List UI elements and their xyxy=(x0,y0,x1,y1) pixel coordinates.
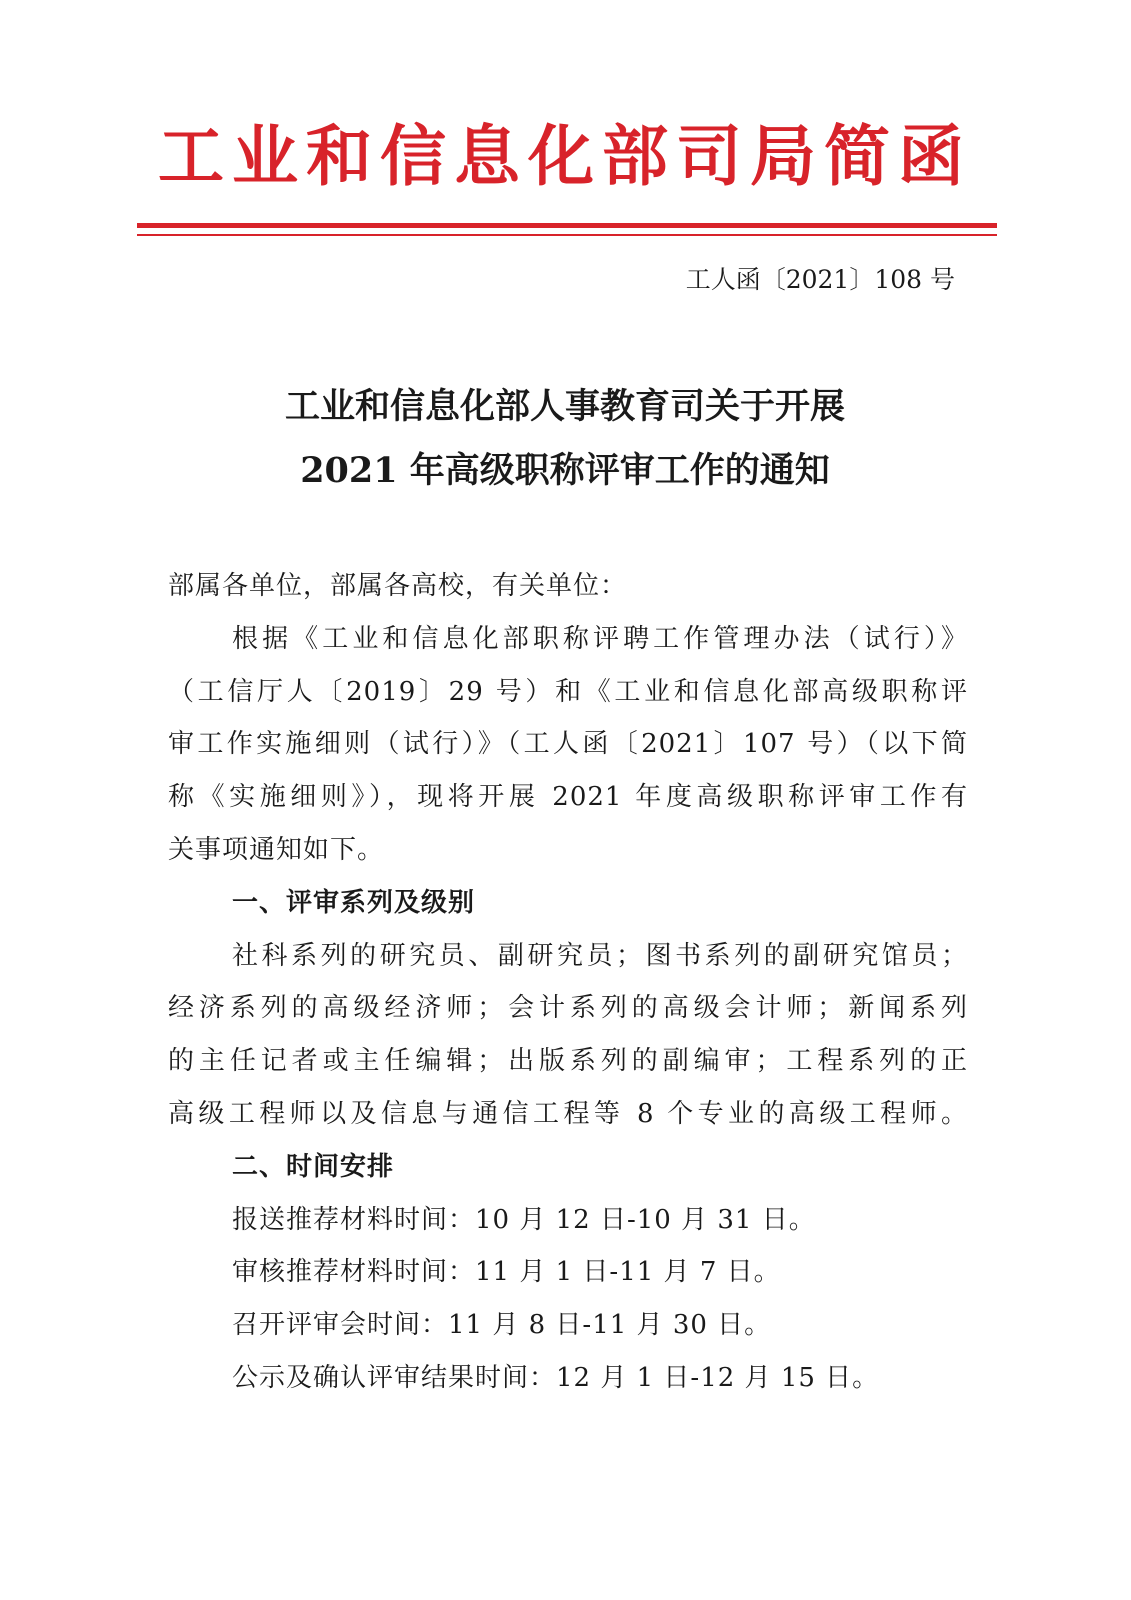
section-1-line: 高级工程师以及信息与通信工程等 8 个专业的高级工程师。 xyxy=(168,1098,968,1129)
intro-line: 根据《工业和信息化部职称评聘工作管理办法（试行）》 xyxy=(232,623,968,654)
intro-line: 称《实施细则》），现将开展 2021 年度高级职称评审工作有 xyxy=(168,782,968,813)
section-1-line: 社科系列的研究员、副研究员；图书系列的副研究馆员； xyxy=(232,940,968,971)
section-1-heading: 一、评审系列及级别 xyxy=(232,887,476,918)
section-1-line: 的主任记者或主任编辑；出版系列的副编审；工程系列的正 xyxy=(168,1046,968,1077)
schedule-item: 召开评审会时间：11 月 8 日-11 月 30 日。 xyxy=(232,1310,772,1341)
intro-paragraph xyxy=(168,613,968,877)
section-2-heading: 二、时间安排 xyxy=(232,1151,395,1182)
letterhead-rule-thin xyxy=(137,234,997,236)
intro-line: 关事项通知如下。 xyxy=(168,834,385,865)
document-title xyxy=(160,375,970,503)
section-1-line: 经济系列的高级经济师；会计系列的高级会计师；新闻系列 xyxy=(168,993,968,1024)
document-title-line-1: 工业和信息化部人事教育司关于开展 xyxy=(284,386,845,427)
intro-line: 审工作实施细则（试行）》（工人函〔2021〕107 号）（以下简 xyxy=(168,729,968,760)
schedule-list xyxy=(168,1194,968,1405)
schedule-item: 报送推荐材料时间：10 月 12 日-10 月 31 日。 xyxy=(232,1204,816,1235)
letterhead-title: 工业和信息化部司局简函 xyxy=(158,118,972,195)
document-title-line-2: 2021 年高级职称评审工作的通知 xyxy=(300,450,830,491)
document-body xyxy=(168,560,968,1405)
schedule-item: 公示及确认评审结果时间：12 月 1 日-12 月 15 日。 xyxy=(232,1362,880,1393)
document-number: 工人函〔2021〕108 号 xyxy=(685,265,955,294)
salutation: 部属各单位，部属各高校，有关单位： xyxy=(168,571,628,601)
letterhead-rule-thick xyxy=(137,223,997,228)
intro-line: （工信厅人〔2019〕29 号）和《工业和信息化部高级职称评 xyxy=(168,676,968,707)
section-1-paragraph xyxy=(168,930,968,1141)
schedule-item: 审核推荐材料时间：11 月 1 日-11 月 7 日。 xyxy=(232,1257,781,1288)
